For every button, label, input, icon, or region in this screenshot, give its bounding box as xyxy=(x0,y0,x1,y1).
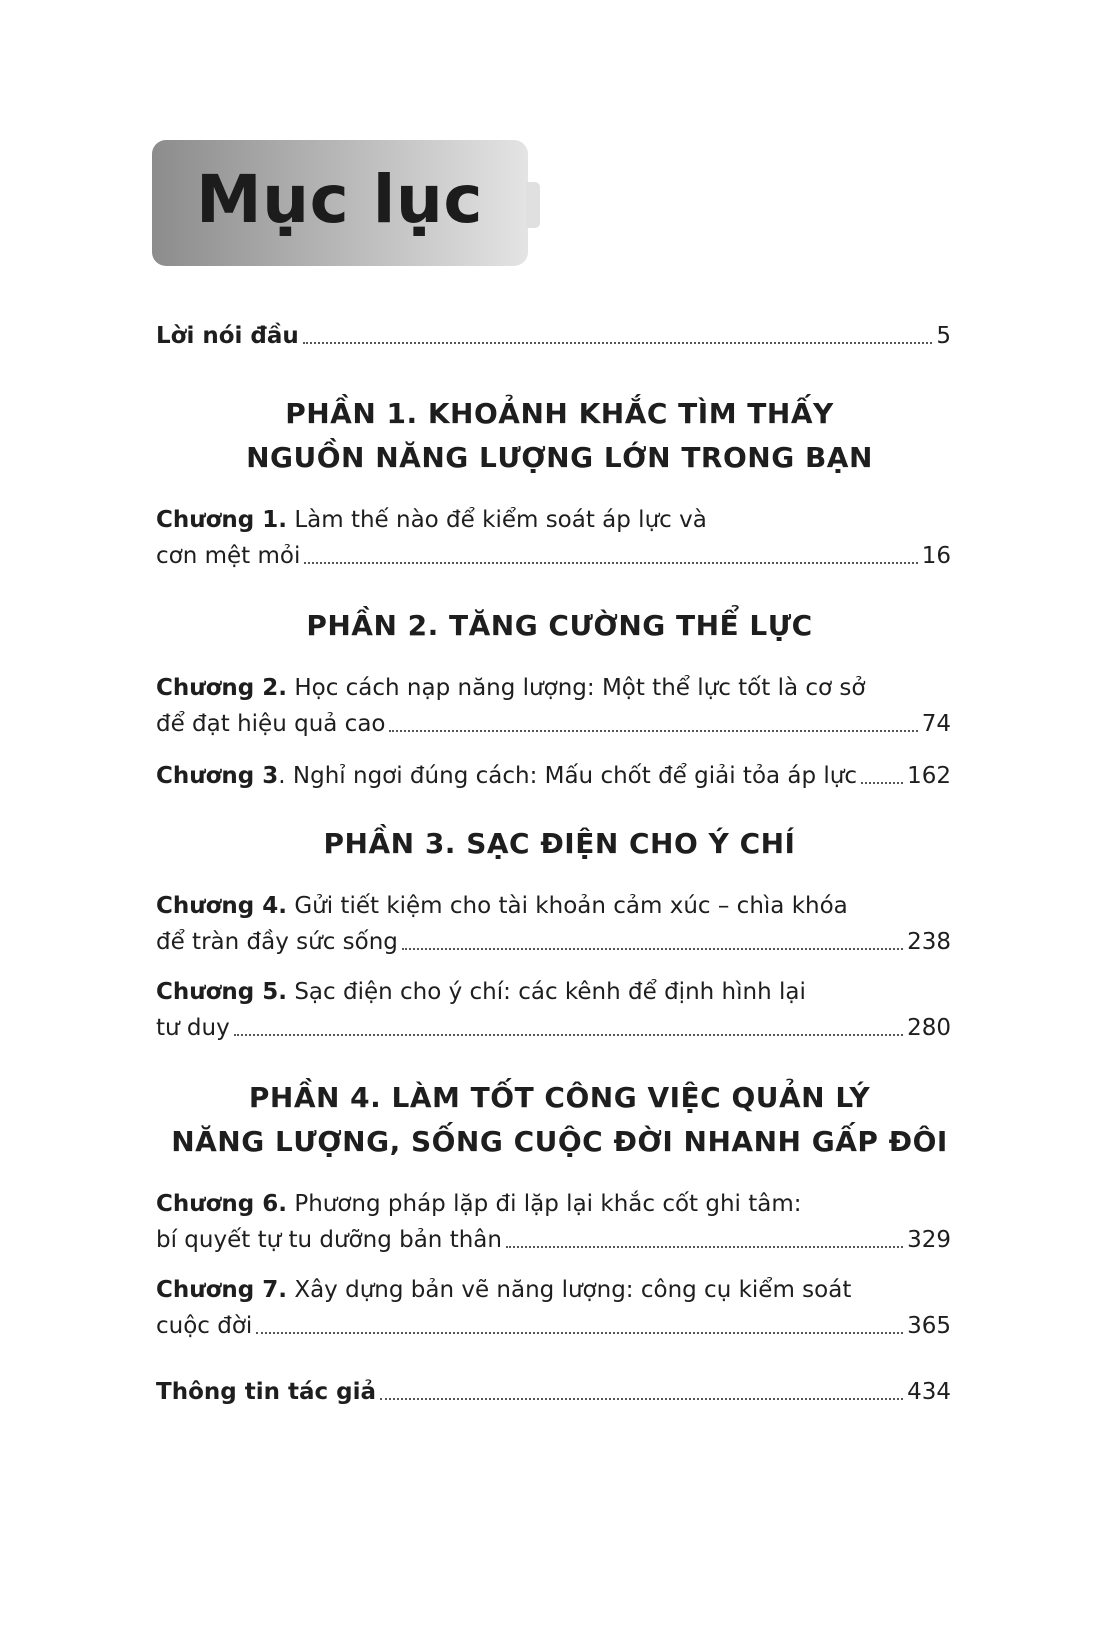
part-title: PHẦN 2. TĂNG CƯỜNG THỂ LỰC xyxy=(306,609,813,642)
toc-entry-chapter-6-cont[interactable] xyxy=(156,1224,951,1256)
part-title: PHẦN 3. SẠC ĐIỆN CHO Ý CHÍ xyxy=(323,827,796,860)
part-title: NĂNG LƯỢNG, SỐNG CUỘC ĐỜI NHANH GẤP ĐÔI xyxy=(171,1125,948,1158)
chapter-title: Xây dựng bản vẽ năng lượng: công cụ kiểm soát xyxy=(287,1277,852,1303)
chapter-title: Gửi tiết kiệm cho tài khoản cảm xúc – chìa khóa xyxy=(287,893,848,919)
toc-page-number: 434 xyxy=(907,1379,951,1405)
toc-entry-chapter-1[interactable] xyxy=(156,504,707,536)
chapter-title-cont: cơn mệt mỏi xyxy=(156,543,301,569)
toc-entry-chapter-6[interactable] xyxy=(156,1188,802,1220)
chapter-title: Sạc điện cho ý chí: các kênh để định hình lại xyxy=(287,979,806,1005)
toc-entry-author-info[interactable] xyxy=(156,1376,951,1408)
toc-entry-chapter-5[interactable] xyxy=(156,976,806,1008)
toc-entry-chapter-5-cont[interactable] xyxy=(156,1012,951,1044)
toc-page-number: 5 xyxy=(936,323,951,349)
toc-entry-chapter-7[interactable] xyxy=(156,1274,851,1306)
toc-page-number: 16 xyxy=(921,543,951,569)
chapter-label: Chương 3 xyxy=(156,763,279,789)
part-title: PHẦN 4. LÀM TỐT CÔNG VIỆC QUẢN LÝ xyxy=(248,1081,871,1114)
page-title: Mục lục xyxy=(196,161,483,238)
toc-page-number: 280 xyxy=(907,1015,951,1041)
chapter-title-cont: để đạt hiệu quả cao xyxy=(156,711,386,737)
toc-label: Thông tin tác giả xyxy=(156,1379,376,1405)
chapter-title-cont: tư duy xyxy=(156,1015,230,1041)
toc-entry-chapter-2[interactable] xyxy=(156,672,865,704)
toc-entry-chapter-2-cont[interactable] xyxy=(156,708,951,740)
dot-leader xyxy=(506,1244,903,1248)
chapter-title: Phương pháp lặp đi lặp lại khắc cốt ghi tâm: xyxy=(287,1191,802,1217)
dot-leader xyxy=(234,1032,903,1036)
chapter-label: Chương 1. xyxy=(156,507,288,533)
dot-leader xyxy=(303,340,933,344)
dot-leader xyxy=(304,560,917,564)
toc-page-number: 238 xyxy=(907,929,951,955)
dot-leader xyxy=(380,1396,903,1400)
toc-label: Lời nói đầu xyxy=(156,323,299,349)
toc-page-number: 365 xyxy=(907,1313,951,1339)
chapter-title-cont: bí quyết tự tu dưỡng bản thân xyxy=(156,1227,502,1253)
chapter-label: Chương 4. xyxy=(156,893,288,919)
part-title: PHẦN 1. KHOẢNH KHẮC TÌM THẤY xyxy=(285,397,834,430)
chapter-label: Chương 5. xyxy=(156,979,288,1005)
toc-entry-chapter-3[interactable] xyxy=(156,760,951,792)
dot-leader xyxy=(402,946,903,950)
part-title: NGUỒN NĂNG LƯỢNG LỚN TRONG BẠN xyxy=(246,441,873,474)
toc-page-number: 74 xyxy=(921,711,951,737)
chapter-title-cont: để tràn đầy sức sống xyxy=(156,929,398,955)
toc-entry-preface[interactable] xyxy=(156,320,951,352)
chapter-label: Chương 2. xyxy=(156,675,288,701)
toc-entry-chapter-4[interactable] xyxy=(156,890,848,922)
battery-tip xyxy=(526,182,540,228)
chapter-title-cont: cuộc đời xyxy=(156,1313,253,1339)
dot-leader xyxy=(256,1330,903,1334)
chapter-label: Chương 7. xyxy=(156,1277,288,1303)
toc-page-number: 329 xyxy=(907,1227,951,1253)
dot-leader xyxy=(861,780,903,784)
chapter-title: . Nghỉ ngơi đúng cách: Mấu chốt để giải tỏa áp lực xyxy=(278,763,858,789)
toc-entry-chapter-1-cont[interactable] xyxy=(156,540,951,572)
chapter-title: Học cách nạp năng lượng: Một thể lực tốt là cơ sở xyxy=(287,675,866,701)
chapter-title: Làm thế nào để kiểm soát áp lực và xyxy=(287,507,707,533)
toc-entry-chapter-7-cont[interactable] xyxy=(156,1310,951,1342)
toc-page-number: 162 xyxy=(907,763,951,789)
toc-entry-chapter-4-cont[interactable] xyxy=(156,926,951,958)
chapter-label: Chương 6. xyxy=(156,1191,288,1217)
dot-leader xyxy=(389,728,917,732)
